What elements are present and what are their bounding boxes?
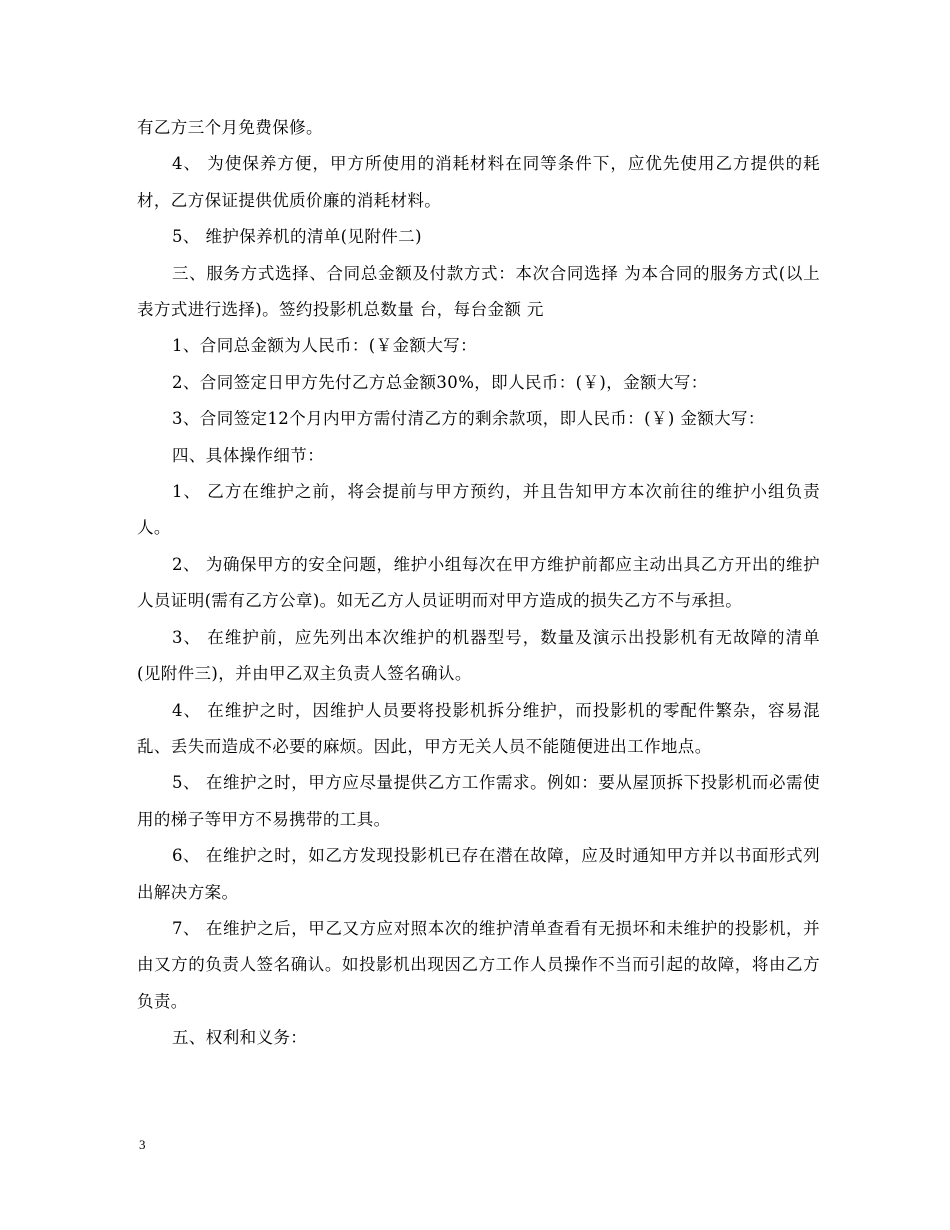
paragraph-operation-1: 1、 乙方在维护之前，将会提前与甲方预约，并且告知甲方本次前往的维护小组负责人。 [137,482,820,538]
paragraph-payment-total: 1、合同总金额为人民币：(￥金额大写： [172,336,478,356]
paragraph-payment-advance: 2、合同签定日甲方先付乙方总金额30%，即人民币：(￥)，金额大写： [172,372,708,392]
section-heading-operation-details: 四、具体操作细节： [172,445,325,465]
paragraph-operation-6: 6、 在维护之时，如乙方发现投影机已存在潜在故障，应及时通知甲方并以书面形式列出解决方案。 [137,846,820,902]
paragraph-payment-remaining: 3、合同签定12个月内甲方需付清乙方的剩余款项，即人民币：(￥) 金额大写： [172,409,765,429]
paragraph-operation-5: 5、 在维护之时，甲方应尽量提供乙方工作需求。例如：要从屋顶拆下投影机而必需使用的梯子等甲方不易携带的工具。 [137,773,820,829]
paragraph-item-4-consumables: 4、 为使保养方便，甲方所使用的消耗材料在同等条件下，应优先使用乙方提供的耗材，乙方保证提供优质价廉的消耗材料。 [137,154,820,210]
section-heading-service-payment: 三、服务方式选择、合同总金额及付款方式：本次合同选择 为本合同的服务方式(以上表方式进行选择)。签约投影机总数量 台，每台金额 元 [137,263,820,320]
paragraph-item-5-equipment-list: 5、 维护保养机的清单(见附件二) [172,227,422,247]
paragraph-continuation: 有乙方三个月免费保修。 [137,118,323,137]
paragraph-operation-4: 4、 在维护之时，因维护人员要将投影机拆分维护，而投影机的零配件繁杂，容易混乱、丢失而造成不必要的麻烦。因此，甲方无关人员不能随便进出工作地点。 [137,700,820,756]
paragraph-operation-3: 3、 在维护前，应先列出本次维护的机器型号，数量及演示出投影机有无故障的清单(见附件三)，并由甲乙双主负责人签名确认。 [137,627,820,684]
paragraph-operation-2: 2、 为确保甲方的安全问题，维护小组每次在甲方维护前都应主动出具乙方开出的维护人员证明(需有乙方公章)。如无乙方人员证明而对甲方造成的损失乙方不与承担。 [137,554,820,611]
section-heading-rights-obligations: 五、权利和义务： [172,1028,308,1048]
paragraph-operation-7: 7、 在维护之后，甲乙又方应对照本次的维护清单查看有无损坏和未维护的投影机，并由又方的负责人签名确认。如投影机出现因乙方工作人员操作不当而引起的故障，将由乙方负责。 [137,918,820,1011]
document-body [137,110,820,1057]
page-number: 3 [139,1137,146,1152]
